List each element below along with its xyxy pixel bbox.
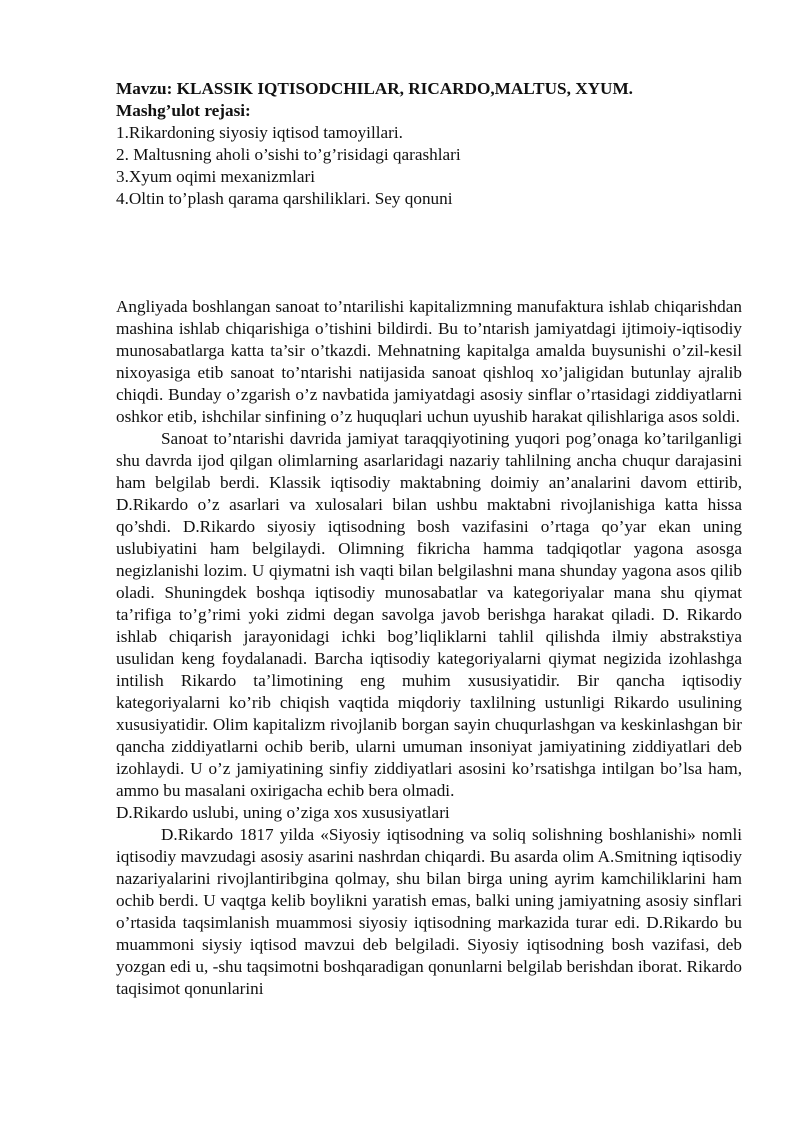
plan-item: 3.Xyum oqimi mexanizmlari bbox=[116, 167, 316, 186]
spacer bbox=[116, 210, 742, 296]
plan-title: Mashg’ulot rejasi: bbox=[116, 101, 251, 120]
body-text bbox=[116, 296, 742, 1000]
paragraph: Sanoat to’ntarishi davrida jamiyat taraqqiyotining yuqori pog’onaga ko’tarilganligi shu davrda ijod qilgan olimlarning asarlaridagi nazariy tahlilning ancha chuqur darajasini ham belgilab berdi. Klassik iqtisodiy maktabning doimiy an’analarini davom ettirib, D.Rikardo o’z asarlari va xulosalari bilan ushbu maktabni rivojlanishiga katta hissa qo’shdi. D.Rikardo siyosiy iqtisodning bosh vazifasini o’rtaga qo’yar ekan uning uslubiyatini ham belgilaydi. Olimning fikricha hamma tadqiqotlar yagona asosga negizlanishi lozim. U qiymatni ish vaqti bilan belgilashni mana shunday yagona asos qilib oladi. Shuningdek boshqa iqtisodiy munosabatlar va kategoriyalar mana shu qiymat ta’rifiga to’g’rimi yoki zidmi degan savolga javob berishga harakat qiladi. D. Rikardo ishlab chiqarish jarayonidagi ichki bog’liqliklarni tahlil qilishda ilmiy abstrakstiya usulidan keng foydalanadi. Barcha iqtisodiy kategoriyalarni qiymat negizida izohlashga intilish Rikardo ta’limotining eng muhim xususiyatidir. Bir qancha iqtisodiy kategoriyalarni ko’rib chiqish vaqtida miqdoriy taxlilning ustunligi Rikardo usulining xususiyatidir. Olim kapitalizm rivojlanib borgan sayin chuqurlashgan va keskinlashgan bir qancha ziddiyatlarni ochib berib, ularni umuman insoniyat jamiyatining ziddiyatlari deb izohlaydi. U o’z jamiyatining sinfiy ziddiyatlari asosini ko’rsatishga intilgan bo’lsa ham, ammo bu masalani oxirigacha echib bera olmadi. bbox=[116, 429, 742, 800]
document-page bbox=[116, 78, 742, 1000]
plan-item: 4.Oltin to’plash qarama qarshiliklari. Sey qonuni bbox=[116, 189, 453, 208]
plan-item: 1.Rikardoning siyosiy iqtisod tamoyillari. bbox=[116, 123, 403, 142]
paragraph: Angliyada boshlangan sanoat to’ntarilishi kapitalizmning manufaktura ishlab chiqarishdan mashina ishlab chiqarishiga o’tishini bildirdi. Bu to’ntarish jamiyatdagi ijtimoiy-iqtisodiy munosabatlarga katta ta’sir o’tkazdi. Mehnatning kapitalga amalda buysunishi o’zil-kesil nixoyasiga etib sanoat to’ntarishi natijasida sanoat qishloq xo’jaligidan butunlay ajralib chiqdi. Bunday o’zgarish o’z navbatida jamiyatdagi asosiy sinflar o’rtasidagi ziddiyatlarni oshkor etib, ishchilar sinfining o’z huquqlari uchun uyushib harakat qilishlariga asos soldi. bbox=[116, 297, 742, 426]
paragraph: D.Rikardo 1817 yilda «Siyosiy iqtisodning va soliq solishning boshlanishi» nomli iqtisodiy mavzudagi asosiy asarini nashrdan chiqardi. Bu asarda olim A.Smitning iqtisodiy nazariyalarini rivojlantiribgina qolmay, shu bilan birga uning ayrim kamchiliklarini ham ochib berdi. U vaqtga kelib boylikni yaratish emas, balki uning jamiyatning asosiy sinflari o’rtasida taqsimlanish muammosi siyosiy iqtisodning markazida turar edi. D.Rikardo bu muammoni siysiy iqtisod mavzui deb belgiladi. Siyosiy iqtisodning bosh vazifasi, deb yozgan edi u, -shu taqsimotni boshqaradigan qonunlarni belgilab berishdan iborat. Rikardo taqisimot qonunlarini bbox=[116, 825, 742, 998]
topic-heading: Mavzu: KLASSIK IQTISODCHILAR, RICARDO,MALTUS, XYUM. bbox=[116, 79, 633, 98]
plan-item: 2. Maltusning aholi o’sishi to’g’risidagi qarashlari bbox=[116, 145, 461, 164]
section-subheading: D.Rikardo uslubi, uning o’ziga xos xususiyatlari bbox=[116, 803, 450, 822]
